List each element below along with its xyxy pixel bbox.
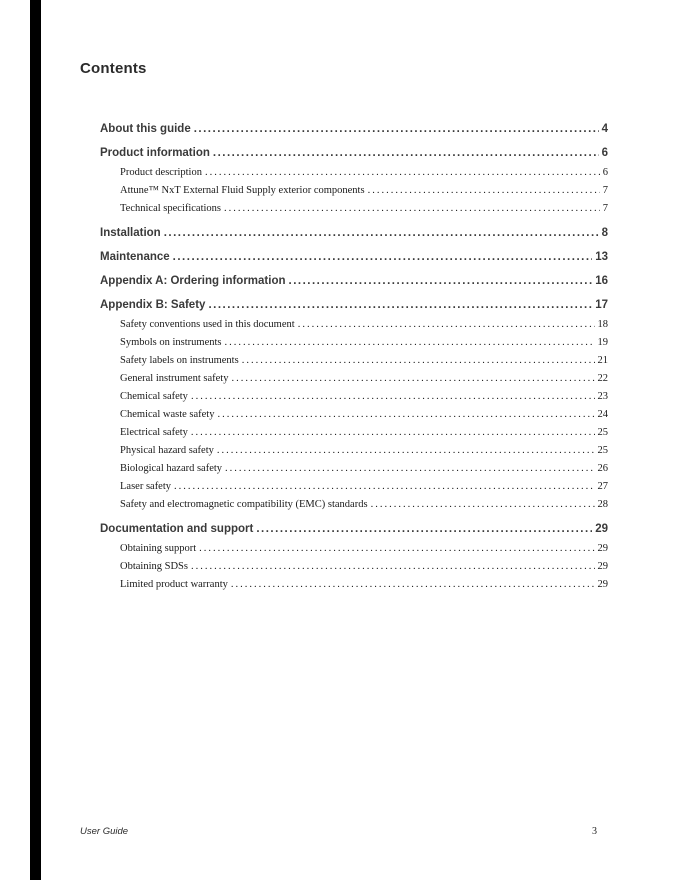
dot-leader [194, 121, 599, 138]
dot-leader [217, 442, 595, 460]
dot-leader [298, 316, 595, 334]
dot-leader [224, 200, 600, 218]
toc-entry-title: Safety labels on instruments [120, 355, 239, 366]
toc-entry[interactable] [80, 576, 608, 594]
toc-entry[interactable] [80, 478, 608, 496]
dot-leader [371, 496, 595, 514]
toc-entry-title: Installation [100, 227, 161, 239]
toc-entry-page: 22 [597, 373, 608, 384]
toc-entry[interactable] [80, 334, 608, 352]
toc-entry-page: 25 [597, 427, 608, 438]
toc-entry-page: 29 [595, 523, 608, 535]
toc-entry-title: Electrical safety [120, 427, 188, 438]
dot-leader [191, 424, 595, 442]
toc-entry-page: 6 [602, 167, 608, 178]
toc-entry[interactable] [80, 352, 608, 370]
toc-entry-title: Attune™ NxT External Fluid Supply exterior components [120, 185, 365, 196]
toc-entry-page: 21 [597, 355, 608, 366]
toc-entry-page: 26 [597, 463, 608, 474]
toc-entry-page: 6 [601, 147, 608, 159]
toc-entry-page: 23 [597, 391, 608, 402]
toc-entry[interactable] [80, 370, 608, 388]
dot-leader [289, 273, 593, 290]
dot-leader [191, 558, 595, 576]
toc-entry-page: 29 [597, 561, 608, 572]
page-content [80, 60, 608, 594]
toc-entry-page: 7 [602, 203, 608, 214]
dot-leader [231, 576, 595, 594]
dot-leader [225, 334, 595, 352]
toc-entry-page: 29 [597, 543, 608, 554]
toc-entry-page: 27 [597, 481, 608, 492]
toc-entry[interactable] [80, 273, 608, 290]
toc-entry-title: Safety conventions used in this document [120, 319, 295, 330]
toc-entry[interactable] [80, 145, 608, 162]
toc-entry[interactable] [80, 225, 608, 242]
toc-entry[interactable] [80, 496, 608, 514]
footer-page-number: 3 [592, 826, 597, 837]
toc-entry[interactable] [80, 460, 608, 478]
toc-entry-title: Product description [120, 167, 202, 178]
toc-entry-title: Documentation and support [100, 523, 254, 535]
toc-entry[interactable] [80, 540, 608, 558]
page-footer [80, 826, 600, 837]
dot-leader [208, 297, 592, 314]
footer-document-title: User Guide [80, 826, 129, 837]
toc-entry-page: 29 [597, 579, 608, 590]
toc-entry-page: 16 [595, 275, 608, 287]
toc-entry-page: 7 [602, 185, 608, 196]
toc-entry-title: Product information [100, 147, 210, 159]
page-title: Contents [80, 60, 147, 77]
toc-entry-title: Chemical waste safety [120, 409, 215, 420]
dot-leader [217, 406, 594, 424]
toc-entry[interactable] [80, 521, 608, 538]
dot-leader [173, 249, 593, 266]
toc-entry-page: 28 [597, 499, 608, 510]
toc-entry[interactable] [80, 121, 608, 138]
dot-leader [174, 478, 594, 496]
toc-entry-title: Biological hazard safety [120, 463, 223, 474]
toc-entry-title: General instrument safety [120, 373, 229, 384]
toc-entry[interactable] [80, 249, 608, 266]
toc-entry[interactable] [80, 316, 608, 334]
toc-entry-page: 19 [597, 337, 608, 348]
toc-entry-title: Symbols on instruments [120, 337, 222, 348]
toc-entry-title: About this guide [100, 123, 191, 135]
dot-leader [164, 225, 599, 242]
toc-entry-title: Maintenance [100, 251, 170, 263]
toc-entry-page: 13 [595, 251, 608, 263]
dot-leader [231, 370, 594, 388]
toc-entry[interactable] [80, 558, 608, 576]
dot-leader [205, 164, 600, 182]
dot-leader [256, 521, 592, 538]
toc-entry[interactable] [80, 406, 608, 424]
toc-entry-page: 25 [597, 445, 608, 456]
toc-entry-page: 4 [601, 123, 608, 135]
binding-edge-bar [30, 0, 41, 880]
toc-entry-page: 8 [601, 227, 608, 239]
dot-leader [242, 352, 595, 370]
toc-entry-title: Safety and electromagnetic compatibility (EMC) standards [120, 499, 368, 510]
toc-entry-title: Appendix A: Ordering information [100, 275, 286, 287]
dot-leader [199, 540, 594, 558]
toc-entry-title: Appendix B: Safety [100, 299, 206, 311]
toc-entry[interactable] [80, 424, 608, 442]
toc-entry-title: Obtaining support [120, 543, 197, 554]
toc-entry[interactable] [80, 442, 608, 460]
dot-leader [213, 145, 599, 162]
toc-entry[interactable] [80, 182, 608, 200]
toc-entry-title: Physical hazard safety [120, 445, 214, 456]
toc-entry-title: Laser safety [120, 481, 172, 492]
toc-entry[interactable] [80, 297, 608, 314]
toc-entry-title: Chemical safety [120, 391, 188, 402]
dot-leader [368, 182, 600, 200]
toc-entry-title: Obtaining SDSs [120, 561, 188, 572]
dot-leader [225, 460, 594, 478]
toc-entry-title: Limited product warranty [120, 579, 228, 590]
toc-entry[interactable] [80, 388, 608, 406]
toc-entry-page: 24 [597, 409, 608, 420]
toc-entry[interactable] [80, 200, 608, 218]
dot-leader [191, 388, 595, 406]
toc-entry-page: 18 [597, 319, 608, 330]
toc-entry-page: 17 [595, 299, 608, 311]
toc-entry-title: Technical specifications [120, 203, 222, 214]
toc-entry[interactable] [80, 164, 608, 182]
table-of-contents [80, 121, 608, 594]
